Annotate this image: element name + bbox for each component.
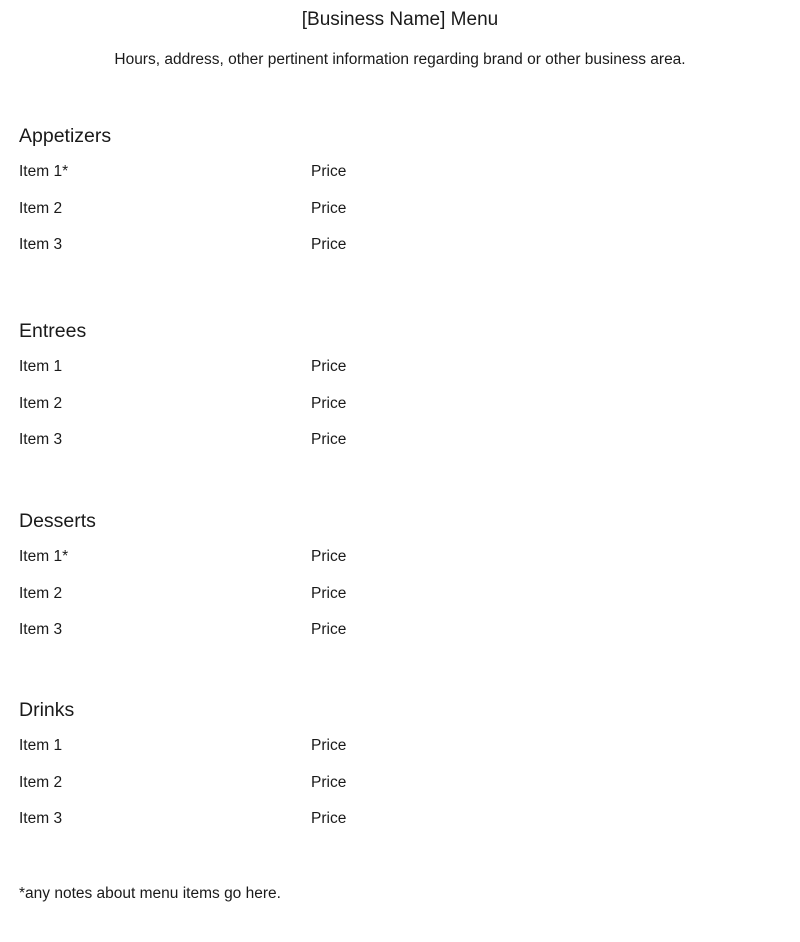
- item-name: Item 2: [19, 584, 63, 602]
- item-name: Item 1: [19, 358, 63, 375]
- item-price: Price: [311, 358, 347, 375]
- item-price: Price: [311, 548, 347, 565]
- footnote: *any notes about menu items go here.: [19, 885, 281, 902]
- menu-item: [19, 809, 579, 846]
- item-name: Item 2: [19, 199, 63, 217]
- section-title: Drinks: [19, 699, 75, 721]
- business-info: Hours, address, other pertinent information regarding brand or other business area.: [114, 51, 686, 68]
- item-price: Price: [311, 163, 347, 180]
- item-price: Price: [311, 431, 347, 448]
- menu-item: [19, 199, 579, 236]
- menu-item: [19, 584, 579, 621]
- item-name: Item 1*: [19, 163, 69, 180]
- item-name: Item 3: [19, 236, 63, 253]
- section-title: Desserts: [19, 510, 96, 532]
- menu-item: [19, 162, 579, 199]
- section-title: Appetizers: [19, 125, 112, 147]
- page-title: [Business Name] Menu: [301, 9, 499, 30]
- item-price: Price: [311, 394, 347, 412]
- item-name: Item 1: [19, 737, 63, 754]
- item-name: Item 3: [19, 431, 63, 448]
- item-price: Price: [311, 621, 347, 638]
- section-entrees: [19, 318, 579, 467]
- menu-item: [19, 430, 579, 467]
- section-desserts: [19, 508, 579, 657]
- section-title: Entrees: [19, 320, 87, 342]
- item-price: Price: [311, 773, 347, 791]
- menu-item: [19, 773, 579, 810]
- item-name: Item 3: [19, 810, 63, 827]
- item-name: Item 3: [19, 621, 63, 638]
- item-price: Price: [311, 810, 347, 827]
- item-name: Item 1*: [19, 548, 69, 565]
- menu-item: [19, 547, 579, 584]
- item-name: Item 2: [19, 773, 63, 791]
- section-drinks: [19, 697, 579, 846]
- menu-item: [19, 736, 579, 773]
- section-appetizers: [19, 123, 579, 272]
- menu-item: [19, 357, 579, 394]
- item-price: Price: [311, 199, 347, 217]
- menu-item: [19, 394, 579, 431]
- item-price: Price: [311, 584, 347, 602]
- menu-item: [19, 620, 579, 657]
- item-price: Price: [311, 737, 347, 754]
- menu-item: [19, 235, 579, 272]
- item-price: Price: [311, 236, 347, 253]
- item-name: Item 2: [19, 394, 63, 412]
